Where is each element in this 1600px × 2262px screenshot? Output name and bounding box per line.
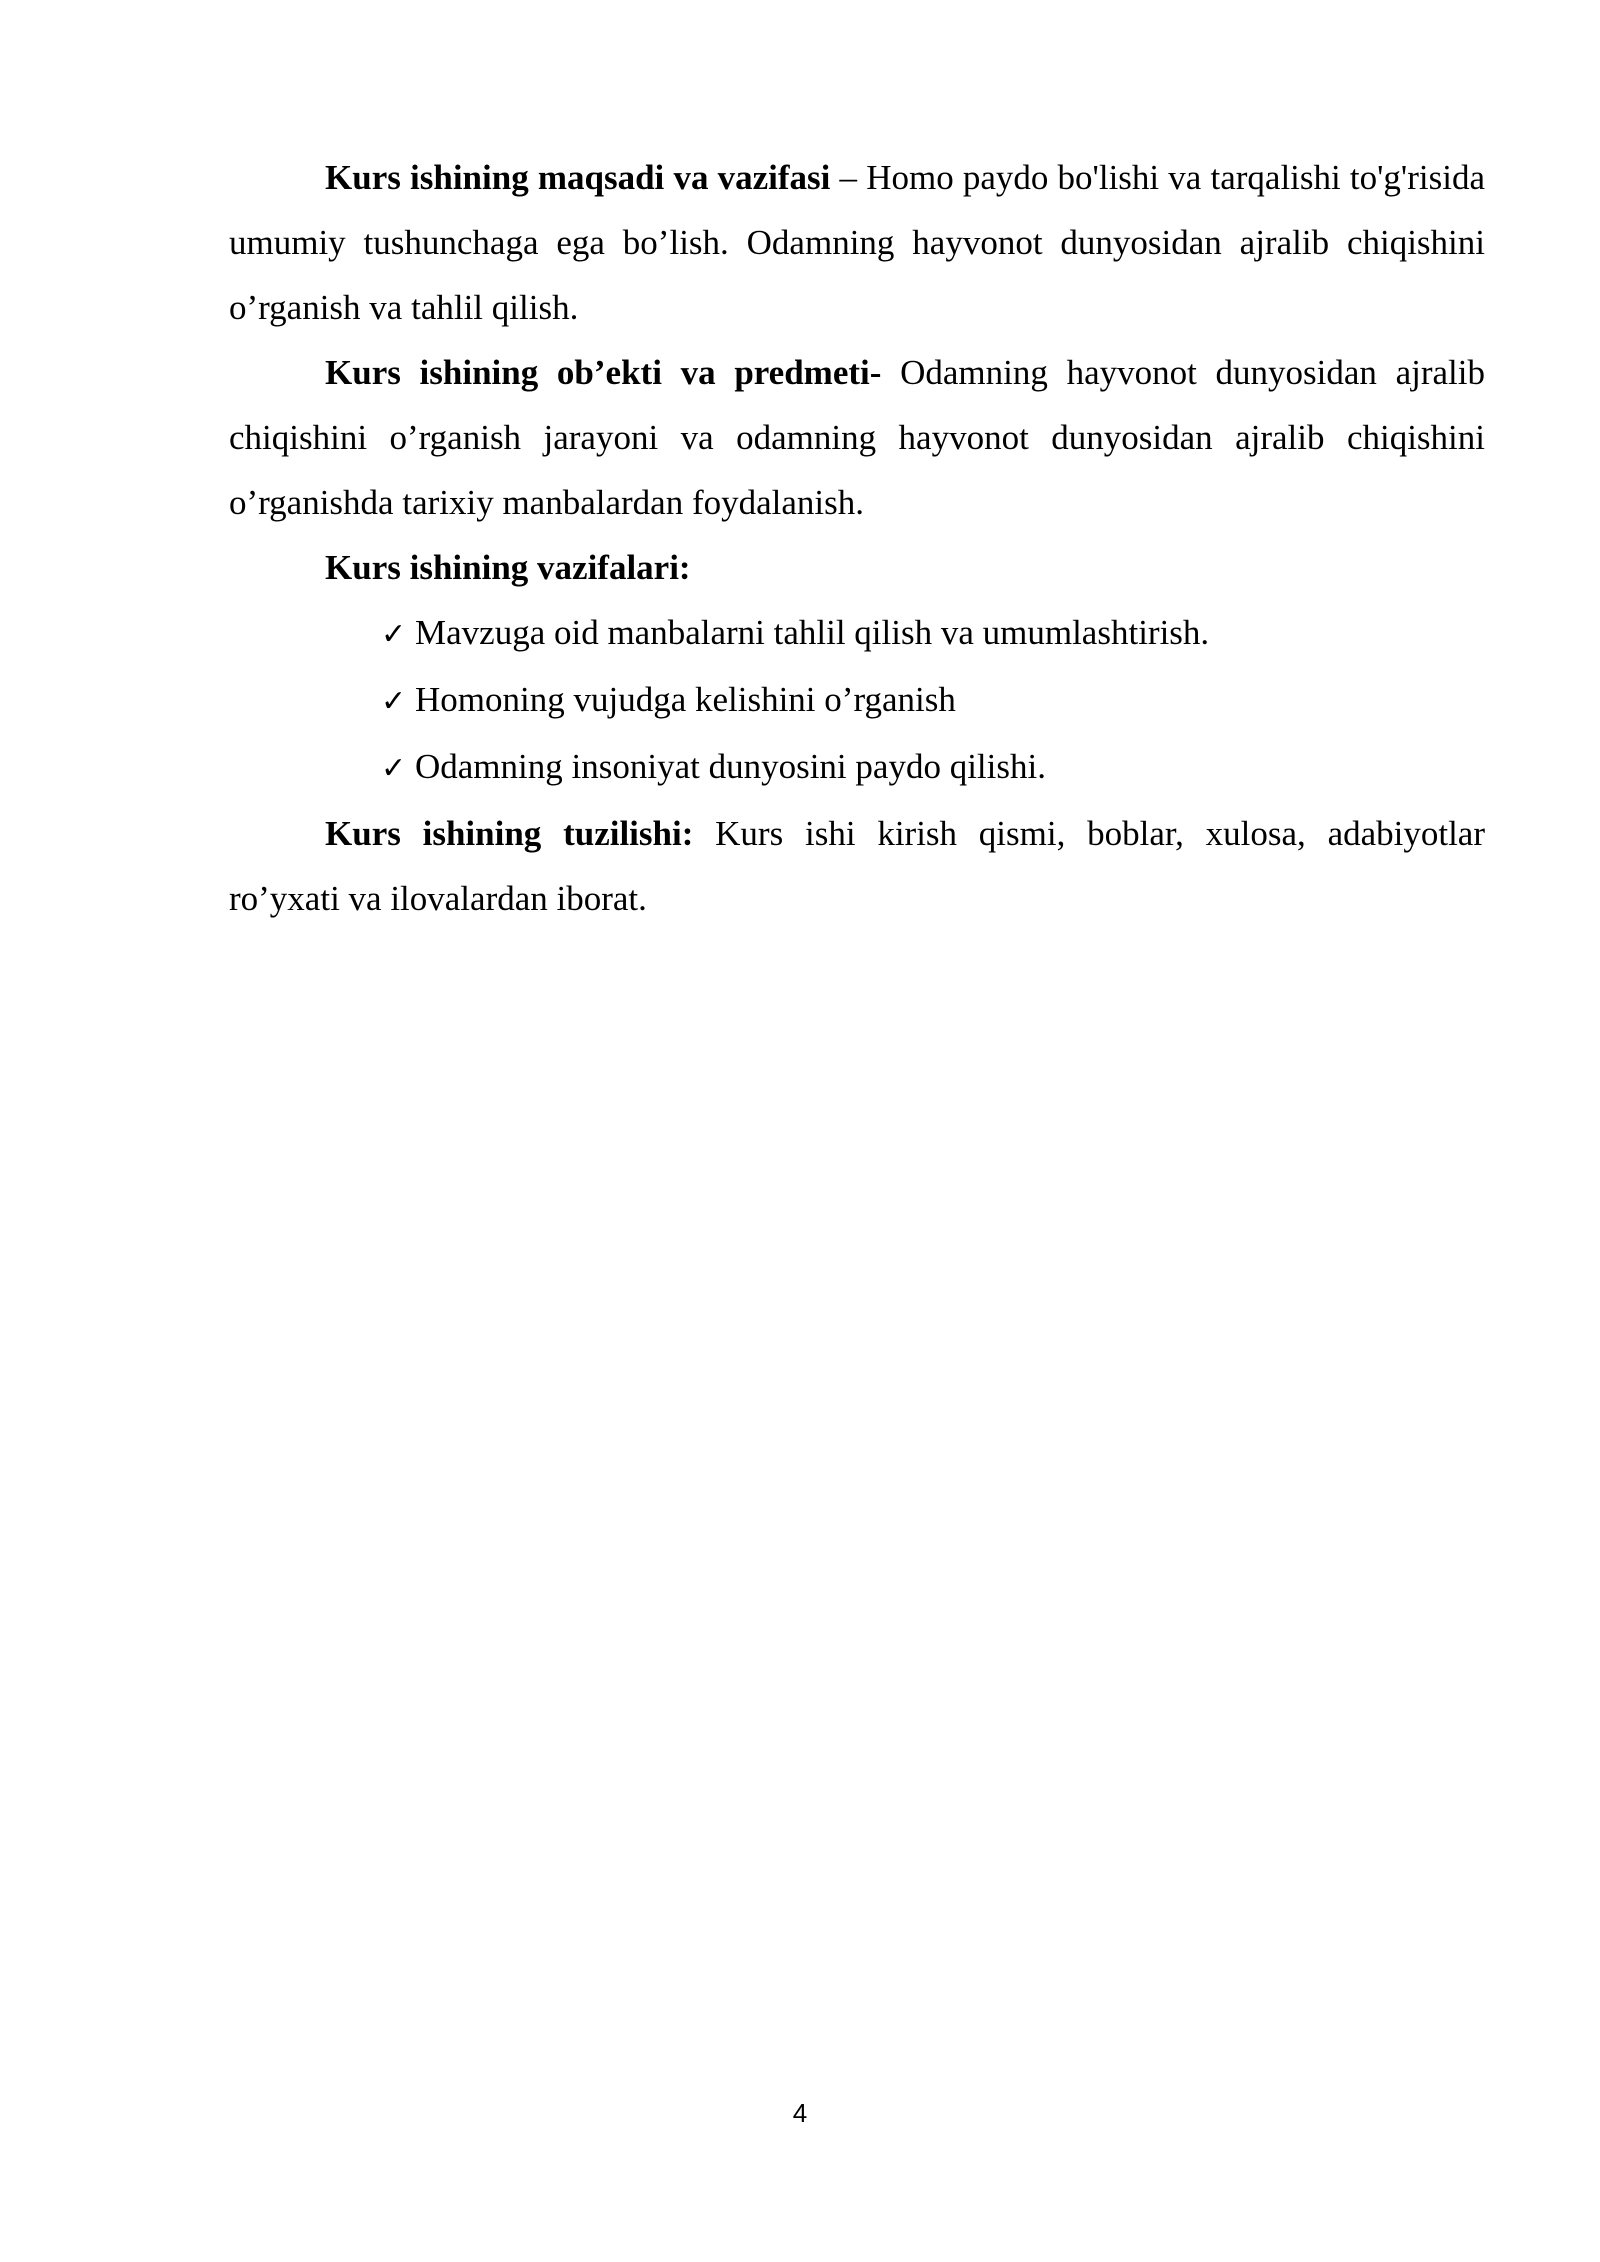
checkmark-icon: ✓ (381, 617, 407, 652)
structure-heading: Kurs ishining tuzilishi: (325, 814, 694, 853)
tasks-list (229, 600, 1485, 801)
list-item-text: Mavzuga oid manbalarni tahlil qilish va umumlashtirish. (415, 613, 1210, 652)
page-number: 4 (792, 2098, 808, 2128)
structure-text: Kurs ishi kirish qismi, boblar, xulosa, adabiyotlar ro’yxati va ilovalardan iborat. (229, 814, 1485, 918)
checkmark-icon: ✓ (381, 751, 407, 786)
list-item-text: Homoning vujudga kelishini o’rganish (415, 680, 956, 719)
page-content (229, 145, 1485, 931)
tasks-heading: Kurs ishining vazifalari: (325, 548, 691, 587)
purpose-text: – Homo paydo bo'lishi va tarqalishi to'g'risida umumiy tushunchaga ega bo’lish. Odamning hayvonot dunyosidan ajralib chiqishini o’rganish va tahlil qilish. (229, 158, 1485, 327)
structure-paragraph (229, 801, 1485, 931)
list-item (381, 667, 1485, 734)
purpose-paragraph (229, 145, 1485, 340)
checkmark-icon: ✓ (381, 684, 407, 719)
list-item (381, 734, 1485, 801)
object-heading: Kurs ishining ob’ekti va predmeti- (325, 353, 882, 392)
purpose-heading: Kurs ishining maqsadi va vazifasi (325, 158, 831, 197)
list-item-text: Odamning insoniyat dunyosini paydo qilishi. (415, 747, 1046, 786)
list-item (381, 600, 1485, 667)
object-paragraph (229, 340, 1485, 535)
object-text: Odamning hayvonot dunyosidan ajralib chiqishini o’rganish jarayoni va odamning hayvonot dunyosidan ajralib chiqishini o’rganishda tarixiy manbalardan foydalanish. (229, 353, 1485, 522)
